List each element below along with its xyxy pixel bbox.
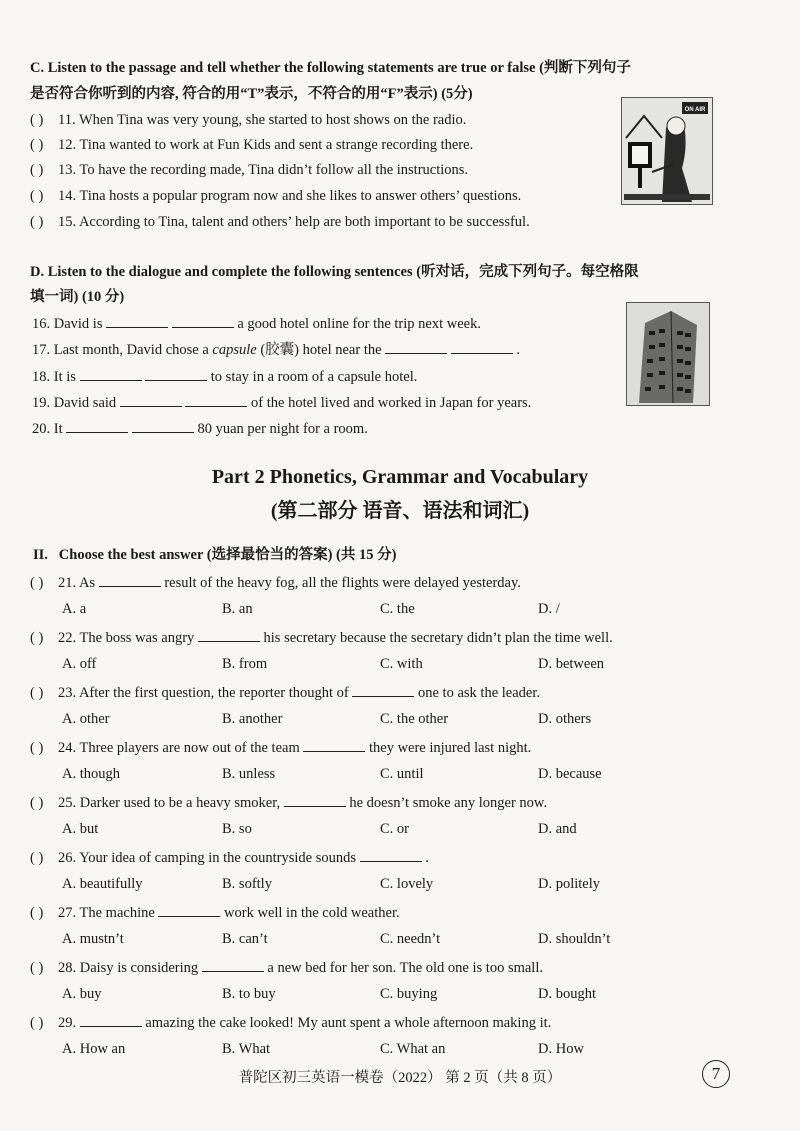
question-number: 26. (58, 850, 77, 866)
tf-question (30, 160, 468, 180)
question-text: According to Tina, talent and others’ help are both important to be successful. (78, 214, 530, 230)
question-text-after: work well in the cold weather. (224, 905, 400, 921)
tf-question (30, 110, 466, 130)
question-number: 28. (58, 960, 77, 976)
answer-blank[interactable] (66, 418, 128, 433)
question-text-after: one to ask the leader. (418, 685, 540, 701)
question-text-before: Three players are now out of the team (79, 740, 300, 756)
answer-option[interactable]: C. or (380, 821, 409, 837)
section-ii-instruction-cn: (选择最恰当的答案) (共 15 分) (206, 547, 397, 563)
question-number: 21. (58, 575, 77, 591)
answer-option[interactable]: D. and (538, 821, 577, 837)
answer-option[interactable]: D. bought (538, 986, 596, 1002)
answer-option[interactable]: A. beautifully (62, 876, 143, 892)
page-footer: 普陀区初三英语一模卷（2022） 第 2 页（共 8 页） (238, 1070, 562, 1086)
answer-parentheses[interactable]: ( ) (30, 1015, 44, 1031)
hotel-building-illustration (627, 303, 709, 405)
question-number: 20. (32, 421, 51, 437)
question-number: 23. (58, 685, 77, 701)
multiple-choice-question (30, 682, 540, 703)
question-text-before: After the first question, the reporter thought of (78, 685, 349, 701)
answer-parentheses[interactable]: ( ) (30, 795, 44, 811)
answer-parentheses[interactable]: ( ) (30, 112, 44, 128)
multiple-choice-question (30, 902, 400, 923)
answer-parentheses[interactable]: ( ) (30, 137, 44, 153)
answer-blank[interactable] (352, 682, 414, 697)
answer-parentheses[interactable]: ( ) (30, 960, 44, 976)
fill-in-question (32, 313, 481, 334)
question-text-before: It is (53, 369, 76, 385)
question-text-after: result of the heavy fog, all the flights were delayed yesterday. (164, 575, 521, 591)
question-text-before: It (53, 421, 63, 437)
question-number: 18. (32, 369, 51, 385)
answer-blank[interactable] (132, 418, 194, 433)
question-text-before: Your idea of camping in the countryside sounds (79, 850, 357, 866)
on-air-sign: ON AIR (684, 107, 706, 113)
tf-question (30, 212, 530, 232)
multiple-choice-question (30, 792, 547, 813)
question-text-before: As (78, 575, 96, 591)
question-text-after: 80 yuan per night for a room. (197, 421, 368, 437)
multiple-choice-question (30, 737, 531, 758)
answer-option[interactable]: D. / (538, 601, 560, 617)
answer-blank[interactable] (451, 339, 513, 354)
section-d-instruction-cn-cont: 填一词) (10 分) (30, 289, 125, 305)
question-number: 11. (58, 112, 76, 128)
answer-parentheses[interactable]: ( ) (30, 850, 44, 866)
answer-option[interactable]: C. until (380, 766, 424, 782)
question-number: 13. (58, 162, 77, 178)
answer-blank[interactable] (185, 392, 247, 407)
answer-option[interactable]: D. How (538, 1041, 584, 1057)
answer-parentheses[interactable]: ( ) (30, 905, 44, 921)
answer-option[interactable]: A. How an (62, 1041, 126, 1057)
answer-option[interactable]: D. between (538, 656, 605, 672)
answer-parentheses[interactable]: ( ) (30, 740, 44, 756)
hotel-building-picture (626, 302, 710, 406)
answer-option[interactable]: B. another (222, 711, 283, 727)
question-number: 29. (58, 1015, 77, 1031)
answer-blank[interactable] (106, 313, 168, 328)
answer-option[interactable]: C. lovely (380, 876, 434, 892)
question-number: 25. (58, 795, 77, 811)
answer-blank[interactable] (80, 1012, 142, 1027)
question-text-after: to stay in a room of a capsule hotel. (210, 369, 418, 385)
answer-option[interactable]: B. so (222, 821, 252, 837)
answer-option[interactable]: A. mustn’t (62, 931, 124, 947)
question-text-after: of the hotel lived and worked in Japan for years. (251, 395, 532, 411)
answer-blank[interactable] (303, 737, 365, 752)
question-text-before: Daisy is considering (79, 960, 199, 976)
question-text-after: a new bed for her son. The old one is too small. (267, 960, 543, 976)
answer-option[interactable]: A. off (62, 656, 97, 672)
question-text-before: David is (53, 316, 103, 332)
radio-host-picture (621, 97, 713, 205)
answer-option[interactable]: B. can’t (222, 931, 268, 947)
question-text: Tina wanted to work at Fun Kids and sent a strange recording there. (79, 137, 474, 153)
part-2-title-cn: (第二部分 语音、语法和词汇) (270, 500, 530, 522)
answer-blank[interactable] (120, 392, 182, 407)
section-c-heading (30, 58, 631, 78)
section-ii-number: II. (33, 547, 48, 563)
answer-blank[interactable] (99, 572, 161, 587)
answer-option[interactable]: D. others (538, 711, 592, 727)
answer-option[interactable]: C. with (380, 656, 423, 672)
tf-question (30, 186, 521, 206)
question-text-before: Last month, David chose a (53, 342, 209, 358)
question-number: 22. (58, 630, 77, 646)
question-text-after: amazing the cake looked! My aunt spent a whole afternoon making it. (145, 1015, 552, 1031)
question-number: 19. (32, 395, 51, 411)
answer-option[interactable]: A. other (62, 711, 110, 727)
section-c-instruction-cn-cont: 是否符合你听到的内容, 符合的用“T”表示，不符合的用“F”表示) (5分) (30, 86, 473, 102)
answer-option[interactable]: B. softly (222, 876, 272, 892)
question-text-before: The boss was angry (79, 630, 195, 646)
question-text-before: The machine (79, 905, 155, 921)
answer-blank[interactable] (202, 957, 264, 972)
question-text: Tina hosts a popular program now and she likes to answer others’ questions. (79, 188, 522, 204)
answer-blank[interactable] (172, 313, 234, 328)
answer-option[interactable]: C. What an (380, 1041, 446, 1057)
section-d-instruction-cn: (听对话，完成下列句子。每空格限 (416, 264, 639, 280)
answer-parentheses[interactable]: ( ) (30, 214, 44, 230)
answer-option[interactable]: D. politely (538, 876, 601, 892)
answer-blank[interactable] (198, 627, 260, 642)
tf-question (30, 135, 473, 155)
answer-option[interactable]: D. because (538, 766, 602, 782)
fill-in-question (32, 392, 531, 413)
answer-option[interactable]: C. the (380, 601, 415, 617)
answer-option[interactable]: C. buying (380, 986, 438, 1002)
question-text: When Tina was very young, she started to host shows on the radio. (78, 112, 467, 128)
multiple-choice-question (30, 957, 543, 978)
answer-option[interactable]: B. from (222, 656, 268, 672)
answer-blank[interactable] (145, 366, 207, 381)
question-text-middle: (胶囊) hotel near the (260, 342, 382, 358)
section-d-title: D. Listen to the dialogue and complete the following sentences (30, 264, 413, 280)
answer-option[interactable]: C. the other (380, 711, 449, 727)
section-ii-title: Choose the best answer (58, 547, 204, 563)
radio-host-illustration (622, 98, 712, 204)
answer-blank[interactable] (80, 366, 142, 381)
multiple-choice-question (30, 1012, 551, 1033)
answer-parentheses[interactable]: ( ) (30, 575, 44, 591)
question-text-after: he doesn’t smoke any longer now. (349, 795, 548, 811)
answer-option[interactable]: A. but (62, 821, 99, 837)
answer-option[interactable]: B. What (222, 1041, 271, 1057)
question-number: 24. (58, 740, 77, 756)
question-number: 17. (32, 342, 51, 358)
question-number: 16. (32, 316, 51, 332)
section-d-heading (30, 262, 639, 282)
answer-parentheses[interactable]: ( ) (30, 188, 44, 204)
multiple-choice-question (30, 627, 613, 648)
answer-parentheses[interactable]: ( ) (30, 630, 44, 646)
answer-option[interactable]: C. needn’t (380, 931, 441, 947)
answer-option[interactable]: B. to buy (222, 986, 276, 1002)
answer-blank[interactable] (360, 847, 422, 862)
multiple-choice-question (30, 847, 429, 868)
question-text-after: they were injured last night. (368, 740, 532, 756)
question-text-before: David said (53, 395, 117, 411)
question-text-before: Darker used to be a heavy smoker, (79, 795, 281, 811)
question-text: To have the recording made, Tina didn’t follow all the instructions. (79, 162, 469, 178)
answer-option[interactable]: B. an (222, 601, 253, 617)
answer-parentheses[interactable]: ( ) (30, 685, 44, 701)
question-number: 12. (58, 137, 77, 153)
question-number: 27. (58, 905, 77, 921)
question-text-after: . (516, 342, 521, 358)
part-2-title: Part 2 Phonetics, Grammar and Vocabulary (211, 466, 589, 488)
multiple-choice-question (30, 572, 521, 593)
answer-option[interactable]: A. buy (62, 986, 102, 1002)
fill-in-question (32, 339, 520, 360)
fill-in-question (32, 366, 417, 387)
section-c-instruction-cn: (判断下列句子 (539, 60, 631, 76)
fill-in-question (32, 418, 368, 439)
question-text-after: his secretary because the secretary didn’t plan the time well. (263, 630, 613, 646)
answer-option[interactable]: A. though (62, 766, 120, 782)
answer-option[interactable]: B. unless (222, 766, 276, 782)
page-circle-number: 7 (702, 1060, 730, 1088)
question-text-after: . (425, 850, 429, 866)
answer-parentheses[interactable]: ( ) (30, 162, 44, 178)
answer-blank[interactable] (284, 792, 346, 807)
answer-option[interactable]: D. shouldn’t (538, 931, 611, 947)
answer-blank[interactable] (385, 339, 447, 354)
section-ii-heading (33, 545, 396, 565)
section-c-title: C. Listen to the passage and tell whether the following statements are true or false (30, 60, 536, 76)
question-text-after: a good hotel online for the trip next week. (237, 316, 481, 332)
question-number: 14. (58, 188, 77, 204)
answer-blank[interactable] (158, 902, 220, 917)
question-number: 15. (58, 214, 77, 230)
italic-word: capsule (212, 342, 257, 358)
answer-option[interactable]: A. a (62, 601, 87, 617)
